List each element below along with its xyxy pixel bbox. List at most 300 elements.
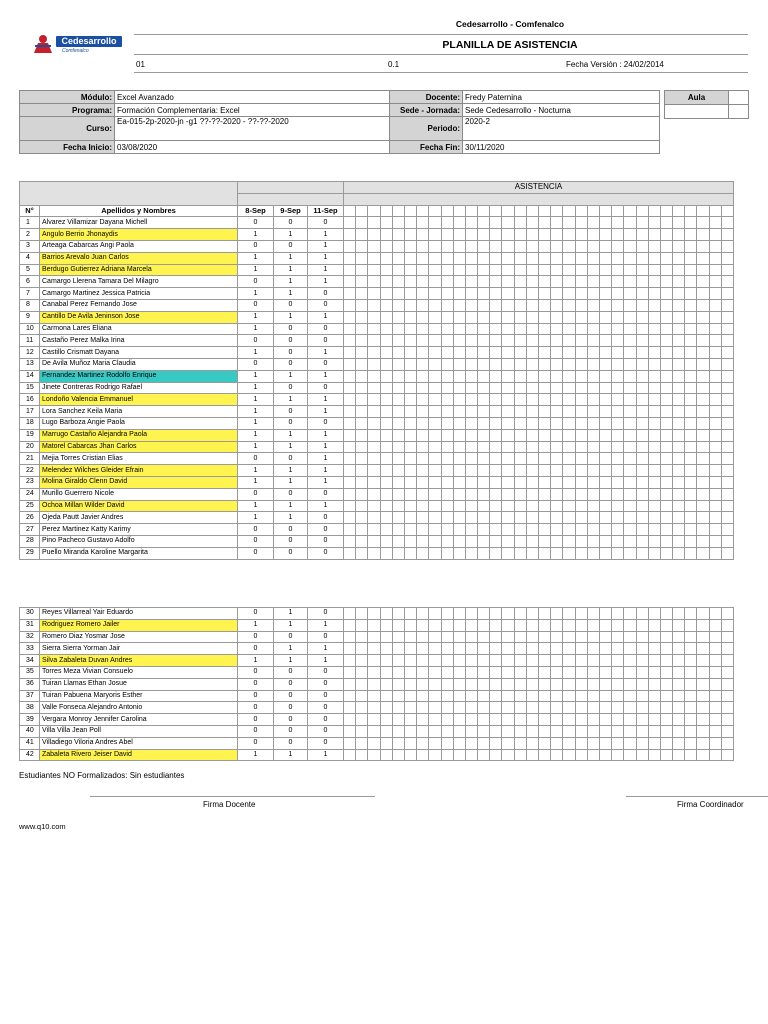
attendance-empty-cell bbox=[490, 311, 502, 323]
attendance-empty-cell bbox=[404, 311, 416, 323]
row-number: 29 bbox=[20, 547, 40, 559]
attendance-value: 0 bbox=[274, 631, 308, 643]
attendance-empty-cell bbox=[673, 276, 685, 288]
attendance-empty-cell bbox=[685, 631, 697, 643]
attendance-empty-cell bbox=[441, 264, 453, 276]
attendance-empty-cell bbox=[417, 725, 429, 737]
attendance-value: 0 bbox=[238, 666, 274, 678]
attendance-empty-cell bbox=[429, 476, 441, 488]
attendance-empty-cell bbox=[380, 311, 392, 323]
attendance-empty-cell bbox=[465, 535, 477, 547]
attendance-empty-cell bbox=[539, 370, 551, 382]
attendance-empty-cell bbox=[697, 714, 709, 726]
sede-value: Sede Cedesarrollo - Nocturna bbox=[463, 104, 660, 117]
attendance-empty-cell bbox=[514, 535, 526, 547]
attendance-empty-cell bbox=[673, 678, 685, 690]
attendance-value: 1 bbox=[238, 476, 274, 488]
attendance-empty-cell bbox=[453, 394, 465, 406]
attendance-empty-cell bbox=[453, 229, 465, 241]
attendance-empty-cell bbox=[539, 252, 551, 264]
student-name: Zabaleta Rivero Jeiser David bbox=[40, 749, 238, 761]
attendance-empty-cell bbox=[380, 240, 392, 252]
attendance-empty-cell bbox=[441, 429, 453, 441]
attendance-empty-cell bbox=[514, 547, 526, 559]
col-header-empty bbox=[490, 205, 502, 217]
attendance-empty-cell bbox=[697, 749, 709, 761]
attendance-value: 1 bbox=[238, 311, 274, 323]
attendance-empty-cell bbox=[624, 535, 636, 547]
attendance-value: 0 bbox=[238, 335, 274, 347]
attendance-empty-cell bbox=[599, 465, 611, 477]
attendance-empty-cell bbox=[551, 335, 563, 347]
attendance-empty-cell bbox=[673, 714, 685, 726]
attendance-empty-cell bbox=[392, 488, 404, 500]
row-number: 21 bbox=[20, 453, 40, 465]
attendance-empty-cell bbox=[368, 749, 380, 761]
attendance-empty-cell bbox=[636, 488, 648, 500]
website-link[interactable]: www.q10.com bbox=[19, 822, 66, 831]
student-name: Ochoa Millan Wilder David bbox=[40, 500, 238, 512]
attendance-empty-cell bbox=[344, 619, 356, 631]
attendance-empty-cell bbox=[404, 465, 416, 477]
attendance-empty-cell bbox=[514, 476, 526, 488]
attendance-empty-cell bbox=[380, 299, 392, 311]
attendance-empty-cell bbox=[697, 288, 709, 300]
attendance-empty-cell bbox=[539, 655, 551, 667]
attendance-empty-cell bbox=[563, 547, 575, 559]
attendance-value: 0 bbox=[238, 678, 274, 690]
attendance-empty-cell bbox=[612, 643, 624, 655]
attendance-empty-cell bbox=[502, 725, 514, 737]
attendance-empty-cell bbox=[429, 690, 441, 702]
aula-cell bbox=[729, 105, 749, 119]
attendance-empty-cell bbox=[539, 429, 551, 441]
student-name: Angulo Berrio Jhonaydis bbox=[40, 229, 238, 241]
attendance-value: 0 bbox=[274, 547, 308, 559]
table-row bbox=[20, 323, 734, 335]
attendance-empty-cell bbox=[721, 264, 733, 276]
attendance-empty-cell bbox=[368, 488, 380, 500]
attendance-empty-cell bbox=[587, 441, 599, 453]
attendance-value: 1 bbox=[308, 476, 344, 488]
attendance-empty-cell bbox=[453, 311, 465, 323]
attendance-empty-cell bbox=[563, 429, 575, 441]
attendance-empty-cell bbox=[551, 276, 563, 288]
attendance-empty-cell bbox=[380, 512, 392, 524]
attendance-empty-cell bbox=[575, 666, 587, 678]
attendance-empty-cell bbox=[636, 252, 648, 264]
attendance-empty-cell bbox=[526, 524, 538, 536]
attendance-empty-cell bbox=[551, 608, 563, 620]
attendance-empty-cell bbox=[344, 465, 356, 477]
attendance-value: 1 bbox=[238, 382, 274, 394]
attendance-empty-cell bbox=[612, 702, 624, 714]
attendance-empty-cell bbox=[551, 737, 563, 749]
attendance-empty-cell bbox=[441, 655, 453, 667]
attendance-empty-cell bbox=[526, 335, 538, 347]
attendance-empty-cell bbox=[563, 358, 575, 370]
attendance-empty-cell bbox=[685, 394, 697, 406]
attendance-empty-cell bbox=[514, 288, 526, 300]
aula-label: Aula bbox=[665, 91, 729, 105]
attendance-empty-cell bbox=[453, 535, 465, 547]
attendance-empty-cell bbox=[539, 547, 551, 559]
attendance-empty-cell bbox=[429, 725, 441, 737]
attendance-empty-cell bbox=[539, 358, 551, 370]
attendance-empty-cell bbox=[697, 678, 709, 690]
attendance-empty-cell bbox=[465, 690, 477, 702]
attendance-empty-cell bbox=[599, 264, 611, 276]
attendance-empty-cell bbox=[404, 512, 416, 524]
attendance-empty-cell bbox=[417, 535, 429, 547]
attendance-empty-cell bbox=[392, 608, 404, 620]
attendance-empty-cell bbox=[368, 382, 380, 394]
attendance-empty-cell bbox=[441, 217, 453, 229]
attendance-empty-cell bbox=[587, 335, 599, 347]
attendance-empty-cell bbox=[490, 264, 502, 276]
attendance-empty-cell bbox=[575, 441, 587, 453]
attendance-empty-cell bbox=[478, 240, 490, 252]
attendance-empty-cell bbox=[526, 678, 538, 690]
attendance-empty-cell bbox=[648, 382, 660, 394]
attendance-empty-cell bbox=[380, 488, 392, 500]
attendance-empty-cell bbox=[344, 524, 356, 536]
attendance-empty-cell bbox=[490, 429, 502, 441]
attendance-empty-cell bbox=[636, 749, 648, 761]
attendance-empty-cell bbox=[356, 311, 368, 323]
attendance-value: 1 bbox=[274, 229, 308, 241]
attendance-empty-cell bbox=[417, 714, 429, 726]
attendance-empty-cell bbox=[502, 678, 514, 690]
attendance-empty-cell bbox=[624, 406, 636, 418]
attendance-empty-cell bbox=[575, 429, 587, 441]
attendance-empty-cell bbox=[721, 347, 733, 359]
attendance-empty-cell bbox=[697, 347, 709, 359]
attendance-empty-cell bbox=[502, 406, 514, 418]
row-number: 4 bbox=[20, 252, 40, 264]
attendance-empty-cell bbox=[721, 631, 733, 643]
attendance-empty-cell bbox=[539, 335, 551, 347]
periodo-value: 2020-2 bbox=[463, 117, 660, 141]
row-number: 31 bbox=[20, 619, 40, 631]
attendance-value: 1 bbox=[274, 749, 308, 761]
attendance-empty-cell bbox=[612, 535, 624, 547]
attendance-empty-cell bbox=[660, 655, 672, 667]
attendance-empty-cell bbox=[587, 631, 599, 643]
attendance-empty-cell bbox=[636, 240, 648, 252]
col-header-date: 9-Sep bbox=[274, 205, 308, 217]
attendance-empty-cell bbox=[660, 725, 672, 737]
attendance-empty-cell bbox=[624, 749, 636, 761]
attendance-empty-cell bbox=[648, 631, 660, 643]
attendance-empty-cell bbox=[490, 619, 502, 631]
attendance-empty-cell bbox=[392, 264, 404, 276]
attendance-empty-cell bbox=[648, 725, 660, 737]
attendance-value: 1 bbox=[238, 655, 274, 667]
attendance-empty-cell bbox=[673, 429, 685, 441]
attendance-empty-cell bbox=[465, 252, 477, 264]
attendance-value: 1 bbox=[274, 619, 308, 631]
attendance-empty-cell bbox=[368, 347, 380, 359]
attendance-empty-cell bbox=[539, 535, 551, 547]
attendance-empty-cell bbox=[502, 488, 514, 500]
attendance-empty-cell bbox=[344, 299, 356, 311]
attendance-empty-cell bbox=[356, 453, 368, 465]
attendance-value: 1 bbox=[274, 264, 308, 276]
attendance-value: 0 bbox=[238, 631, 274, 643]
table-row bbox=[20, 358, 734, 370]
attendance-value: 1 bbox=[308, 229, 344, 241]
attendance-value: 1 bbox=[274, 476, 308, 488]
attendance-empty-cell bbox=[697, 666, 709, 678]
attendance-empty-cell bbox=[599, 240, 611, 252]
attendance-empty-cell bbox=[417, 276, 429, 288]
attendance-empty-cell bbox=[514, 441, 526, 453]
attendance-empty-cell bbox=[490, 512, 502, 524]
attendance-empty-cell bbox=[709, 690, 721, 702]
attendance-empty-cell bbox=[587, 276, 599, 288]
attendance-empty-cell bbox=[404, 690, 416, 702]
table-row bbox=[20, 488, 734, 500]
attendance-empty-cell bbox=[685, 678, 697, 690]
attendance-empty-cell bbox=[465, 666, 477, 678]
attendance-empty-cell bbox=[490, 678, 502, 690]
attendance-empty-cell bbox=[344, 737, 356, 749]
attendance-empty-cell bbox=[599, 382, 611, 394]
attendance-empty-cell bbox=[624, 512, 636, 524]
attendance-empty-cell bbox=[624, 631, 636, 643]
attendance-value: 0 bbox=[308, 512, 344, 524]
attendance-empty-cell bbox=[551, 299, 563, 311]
attendance-empty-cell bbox=[392, 714, 404, 726]
row-number: 23 bbox=[20, 476, 40, 488]
attendance-empty-cell bbox=[599, 288, 611, 300]
attendance-empty-cell bbox=[539, 288, 551, 300]
attendance-empty-cell bbox=[392, 535, 404, 547]
attendance-empty-cell bbox=[673, 311, 685, 323]
attendance-empty-cell bbox=[526, 749, 538, 761]
attendance-empty-cell bbox=[587, 465, 599, 477]
attendance-empty-cell bbox=[612, 276, 624, 288]
table-row bbox=[20, 229, 734, 241]
col-header-empty bbox=[502, 205, 514, 217]
attendance-empty-cell bbox=[380, 252, 392, 264]
col-header-empty bbox=[721, 205, 733, 217]
table-row bbox=[20, 453, 734, 465]
attendance-empty-cell bbox=[648, 453, 660, 465]
attendance-empty-cell bbox=[624, 417, 636, 429]
attendance-empty-cell bbox=[551, 476, 563, 488]
attendance-empty-cell bbox=[502, 547, 514, 559]
attendance-empty-cell bbox=[660, 737, 672, 749]
attendance-value: 0 bbox=[238, 547, 274, 559]
attendance-empty-cell bbox=[417, 358, 429, 370]
attendance-empty-cell bbox=[404, 394, 416, 406]
attendance-empty-cell bbox=[709, 264, 721, 276]
attendance-empty-cell bbox=[380, 714, 392, 726]
attendance-empty-cell bbox=[539, 702, 551, 714]
attendance-empty-cell bbox=[636, 535, 648, 547]
attendance-empty-cell bbox=[575, 394, 587, 406]
attendance-empty-cell bbox=[490, 382, 502, 394]
attendance-empty-cell bbox=[526, 714, 538, 726]
attendance-empty-cell bbox=[624, 666, 636, 678]
fecha-fin-label: Fecha Fin: bbox=[390, 141, 463, 154]
row-number: 5 bbox=[20, 264, 40, 276]
attendance-empty-cell bbox=[660, 714, 672, 726]
attendance-empty-cell bbox=[465, 347, 477, 359]
row-number: 2 bbox=[20, 229, 40, 241]
attendance-empty-cell bbox=[599, 406, 611, 418]
attendance-empty-cell bbox=[673, 465, 685, 477]
attendance-empty-cell bbox=[709, 429, 721, 441]
attendance-empty-cell bbox=[404, 358, 416, 370]
attendance-empty-cell bbox=[478, 725, 490, 737]
attendance-value: 0 bbox=[308, 488, 344, 500]
attendance-value: 1 bbox=[308, 619, 344, 631]
attendance-empty-cell bbox=[709, 678, 721, 690]
table-row bbox=[20, 737, 734, 749]
col-header-empty bbox=[441, 205, 453, 217]
attendance-empty-cell bbox=[539, 488, 551, 500]
attendance-empty-cell bbox=[685, 240, 697, 252]
attendance-empty-cell bbox=[660, 666, 672, 678]
attendance-empty-cell bbox=[368, 500, 380, 512]
attendance-empty-cell bbox=[721, 217, 733, 229]
attendance-empty-cell bbox=[344, 608, 356, 620]
attendance-empty-cell bbox=[575, 299, 587, 311]
attendance-empty-cell bbox=[344, 264, 356, 276]
attendance-empty-cell bbox=[721, 666, 733, 678]
attendance-empty-cell bbox=[356, 406, 368, 418]
attendance-value: 0 bbox=[274, 406, 308, 418]
attendance-empty-cell bbox=[368, 453, 380, 465]
attendance-empty-cell bbox=[344, 347, 356, 359]
attendance-empty-cell bbox=[368, 406, 380, 418]
attendance-empty-cell bbox=[514, 725, 526, 737]
attendance-empty-cell bbox=[587, 323, 599, 335]
attendance-empty-cell bbox=[563, 702, 575, 714]
attendance-empty-cell bbox=[465, 406, 477, 418]
attendance-empty-cell bbox=[490, 476, 502, 488]
table-row bbox=[20, 406, 734, 418]
attendance-empty-cell bbox=[551, 643, 563, 655]
attendance-empty-cell bbox=[612, 524, 624, 536]
attendance-empty-cell bbox=[575, 417, 587, 429]
attendance-empty-cell bbox=[673, 524, 685, 536]
attendance-empty-cell bbox=[502, 358, 514, 370]
student-name: Ojeda Pautt Javier Andres bbox=[40, 512, 238, 524]
attendance-empty-cell bbox=[490, 500, 502, 512]
attendance-empty-cell bbox=[490, 229, 502, 241]
attendance-empty-cell bbox=[453, 347, 465, 359]
attendance-empty-cell bbox=[441, 488, 453, 500]
attendance-empty-cell bbox=[587, 406, 599, 418]
attendance-empty-cell bbox=[404, 524, 416, 536]
attendance-empty-cell bbox=[478, 702, 490, 714]
attendance-empty-cell bbox=[380, 382, 392, 394]
attendance-empty-cell bbox=[551, 488, 563, 500]
attendance-empty-cell bbox=[685, 453, 697, 465]
attendance-empty-cell bbox=[404, 252, 416, 264]
attendance-empty-cell bbox=[453, 323, 465, 335]
attendance-empty-cell bbox=[526, 547, 538, 559]
attendance-empty-cell bbox=[624, 547, 636, 559]
attendance-value: 1 bbox=[238, 749, 274, 761]
attendance-empty-cell bbox=[417, 690, 429, 702]
attendance-empty-cell bbox=[685, 217, 697, 229]
attendance-empty-cell bbox=[721, 240, 733, 252]
student-name: Pino Pacheco Gustavo Adolfo bbox=[40, 535, 238, 547]
attendance-empty-cell bbox=[539, 347, 551, 359]
attendance-empty-cell bbox=[685, 358, 697, 370]
attendance-empty-cell bbox=[685, 299, 697, 311]
attendance-empty-cell bbox=[636, 382, 648, 394]
attendance-empty-cell bbox=[551, 323, 563, 335]
attendance-empty-cell bbox=[429, 429, 441, 441]
attendance-empty-cell bbox=[490, 690, 502, 702]
attendance-empty-cell bbox=[429, 453, 441, 465]
attendance-empty-cell bbox=[380, 643, 392, 655]
attendance-empty-cell bbox=[392, 288, 404, 300]
student-name: Berdugo Gutierrez Adriana Marcela bbox=[40, 264, 238, 276]
doc-version-date: Fecha Versión : 24/02/2014 bbox=[566, 60, 664, 69]
attendance-value: 1 bbox=[308, 347, 344, 359]
attendance-empty-cell bbox=[624, 358, 636, 370]
attendance-empty-cell bbox=[685, 429, 697, 441]
attendance-empty-cell bbox=[526, 429, 538, 441]
attendance-empty-cell bbox=[514, 702, 526, 714]
attendance-empty-cell bbox=[514, 608, 526, 620]
attendance-empty-cell bbox=[673, 547, 685, 559]
row-number: 38 bbox=[20, 702, 40, 714]
attendance-empty-cell bbox=[636, 264, 648, 276]
attendance-empty-cell bbox=[453, 370, 465, 382]
row-number: 13 bbox=[20, 358, 40, 370]
attendance-empty-cell bbox=[380, 535, 392, 547]
attendance-empty-cell bbox=[465, 619, 477, 631]
attendance-empty-cell bbox=[441, 500, 453, 512]
attendance-empty-cell bbox=[465, 547, 477, 559]
attendance-value: 1 bbox=[274, 252, 308, 264]
attendance-empty-cell bbox=[453, 500, 465, 512]
attendance-empty-cell bbox=[404, 382, 416, 394]
attendance-empty-cell bbox=[539, 382, 551, 394]
attendance-empty-cell bbox=[429, 678, 441, 690]
attendance-empty-cell bbox=[514, 678, 526, 690]
attendance-empty-cell bbox=[490, 453, 502, 465]
attendance-empty-cell bbox=[502, 394, 514, 406]
attendance-empty-cell bbox=[599, 217, 611, 229]
attendance-empty-cell bbox=[429, 524, 441, 536]
attendance-value: 1 bbox=[238, 429, 274, 441]
table-row bbox=[20, 382, 734, 394]
attendance-empty-cell bbox=[709, 666, 721, 678]
attendance-empty-cell bbox=[636, 725, 648, 737]
attendance-empty-cell bbox=[551, 749, 563, 761]
attendance-empty-cell bbox=[648, 465, 660, 477]
attendance-empty-cell bbox=[478, 264, 490, 276]
attendance-empty-cell bbox=[660, 311, 672, 323]
attendance-empty-cell bbox=[660, 229, 672, 241]
attendance-empty-cell bbox=[404, 476, 416, 488]
table-row bbox=[20, 417, 734, 429]
attendance-empty-cell bbox=[441, 441, 453, 453]
attendance-empty-cell bbox=[526, 631, 538, 643]
attendance-empty-cell bbox=[587, 678, 599, 690]
attendance-empty-cell bbox=[551, 702, 563, 714]
attendance-empty-cell bbox=[478, 252, 490, 264]
